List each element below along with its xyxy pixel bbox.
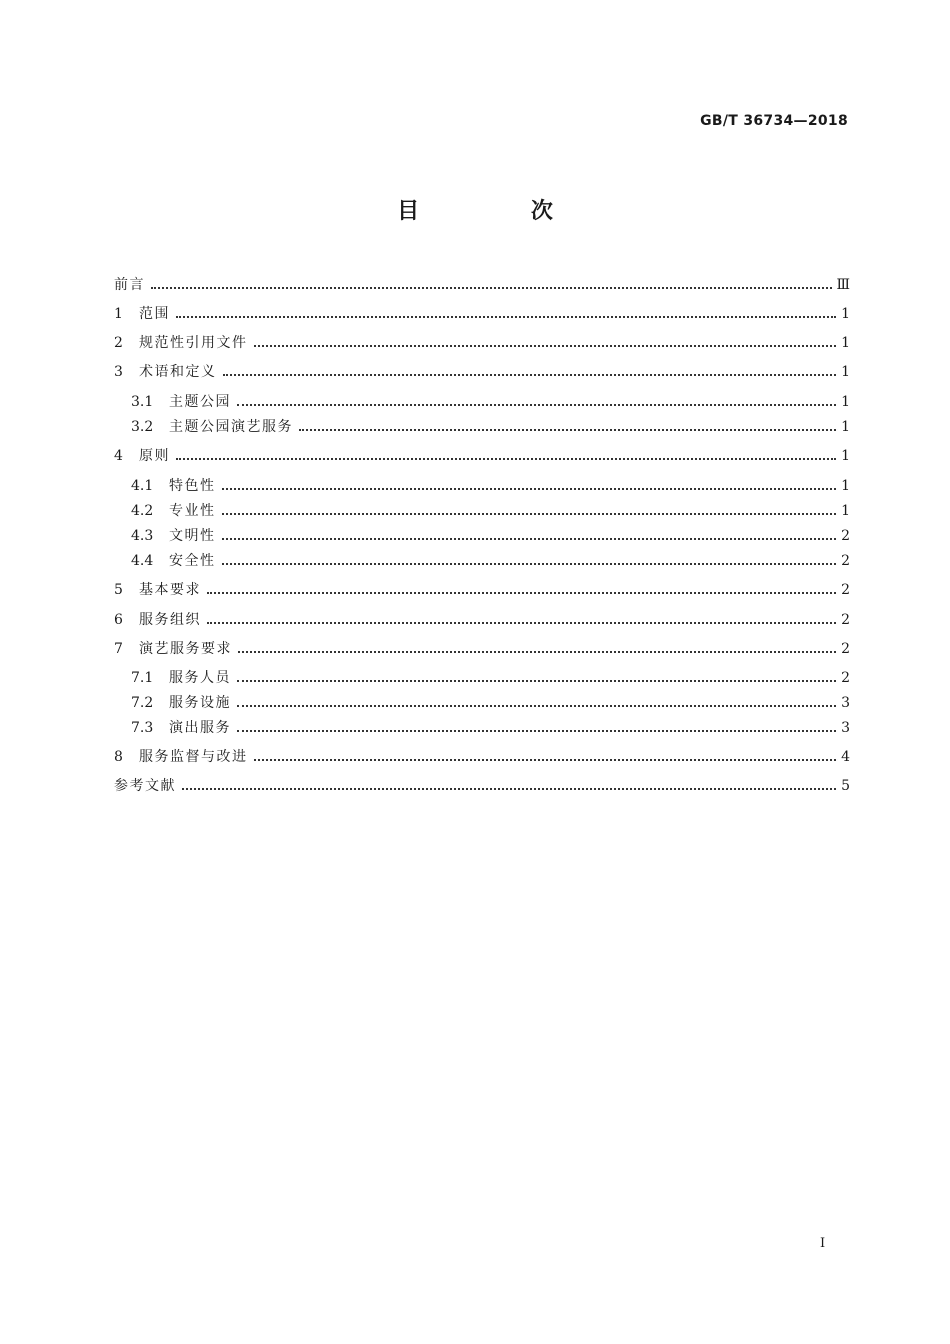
standard-code: GB/T 36734—2018 <box>700 113 848 129</box>
toc-dot-leader <box>176 303 840 325</box>
toc-entry-number: 4.1 <box>131 478 154 494</box>
toc-entry-page: 3 <box>841 720 850 736</box>
toc-entry[interactable] <box>131 550 850 572</box>
toc-dot-leader <box>254 332 841 354</box>
toc-entry-title: 主题公园演艺服务 <box>169 419 293 435</box>
toc-dot-leader <box>222 500 841 522</box>
toc-entry-title: 演出服务 <box>169 720 231 736</box>
toc-entry-page: 1 <box>841 335 850 351</box>
toc-dot-leader <box>207 609 840 631</box>
toc-entry-title: 专业性 <box>169 503 216 519</box>
toc-dot-leader <box>299 416 840 438</box>
toc-entry-number: 7.3 <box>131 720 154 736</box>
toc-entry-number: 4.3 <box>131 528 154 544</box>
toc-entry-page: 1 <box>841 364 850 380</box>
toc-entry-number: 3.1 <box>131 394 154 410</box>
toc-entry[interactable] <box>114 609 850 631</box>
page-number: I <box>820 1236 826 1251</box>
toc-entry-number: 4.2 <box>131 503 154 519</box>
toc-dot-leader <box>207 579 840 601</box>
toc-entry-title: 原则 <box>139 448 170 464</box>
toc-dot-leader <box>182 775 840 797</box>
toc-entry-page: 4 <box>841 749 850 765</box>
toc-entry-page: 1 <box>841 448 850 464</box>
toc-entry-number: 5 <box>114 582 123 598</box>
toc-entry-number: 4.4 <box>131 553 154 569</box>
toc-entry-page: 2 <box>841 670 850 686</box>
toc-entry-title: 参考文献 <box>114 778 176 794</box>
toc-entry[interactable] <box>131 717 850 739</box>
toc-dot-leader <box>254 746 841 768</box>
toc-entry-title: 服务设施 <box>169 695 231 711</box>
toc-entry[interactable] <box>114 332 850 354</box>
toc-entry[interactable] <box>131 667 850 689</box>
toc-entry[interactable] <box>114 274 850 296</box>
toc-dot-leader <box>237 667 840 689</box>
toc-entry[interactable] <box>131 500 850 522</box>
toc-dot-leader <box>237 391 840 413</box>
toc-dot-leader <box>237 717 840 739</box>
toc-entry-page: Ⅲ <box>836 277 850 293</box>
toc-entry[interactable] <box>131 391 850 413</box>
toc-entry-page: 2 <box>841 528 850 544</box>
toc-entry-page: 1 <box>841 394 850 410</box>
toc-entry-title: 服务人员 <box>169 670 231 686</box>
toc-entry-number: 8 <box>114 749 123 765</box>
toc-entry-title: 服务组织 <box>139 612 201 628</box>
toc-entry-page: 2 <box>841 612 850 628</box>
toc-entry-title: 术语和定义 <box>139 364 217 380</box>
toc-entry-title: 前言 <box>114 277 145 293</box>
toc-entry[interactable] <box>114 746 850 768</box>
toc-entry-page: 1 <box>841 478 850 494</box>
toc-entry-number: 7.2 <box>131 695 154 711</box>
toc-entry[interactable] <box>114 638 850 660</box>
toc-entry-page: 2 <box>841 582 850 598</box>
toc-dot-leader <box>222 550 841 572</box>
toc-entry[interactable] <box>131 692 850 714</box>
toc-entry-page: 2 <box>841 553 850 569</box>
toc-dot-leader <box>238 638 840 660</box>
toc-entry-number: 3.2 <box>131 419 154 435</box>
toc-entry-number: 2 <box>114 335 123 351</box>
toc-entry-title: 服务监督与改进 <box>139 749 248 765</box>
toc-dot-leader <box>151 274 836 296</box>
toc-entry-number: 6 <box>114 612 123 628</box>
toc-entry-title: 文明性 <box>169 528 216 544</box>
toc-entry-title: 演艺服务要求 <box>139 641 232 657</box>
toc-entry-page: 1 <box>841 419 850 435</box>
toc-entry-number: 1 <box>114 306 123 322</box>
toc-entry-page: 3 <box>841 695 850 711</box>
toc-dot-leader <box>176 445 840 467</box>
toc-dot-leader <box>222 525 841 547</box>
toc-entry[interactable] <box>114 361 850 383</box>
toc-entry-page: 2 <box>841 641 850 657</box>
toc-entry[interactable] <box>114 579 850 601</box>
toc-entry[interactable] <box>131 416 850 438</box>
toc-entry-page: 1 <box>841 306 850 322</box>
toc-entry-number: 3 <box>114 364 123 380</box>
toc-dot-leader <box>237 692 840 714</box>
toc-entry-page: 5 <box>841 778 850 794</box>
toc-entry-number: 7 <box>114 641 123 657</box>
toc-dot-leader <box>223 361 841 383</box>
toc-entry-title: 主题公园 <box>169 394 231 410</box>
toc-entry-title: 规范性引用文件 <box>139 335 248 351</box>
toc-entry-title: 安全性 <box>169 553 216 569</box>
toc-entry-title: 特色性 <box>169 478 216 494</box>
page-title: 目 次 <box>397 199 605 224</box>
toc-entry-number: 7.1 <box>131 670 154 686</box>
toc-entry-title: 范围 <box>139 306 170 322</box>
toc-entry-number: 4 <box>114 448 123 464</box>
toc-entry-title: 基本要求 <box>139 582 201 598</box>
toc-entry[interactable] <box>131 525 850 547</box>
toc-entry[interactable] <box>114 775 850 797</box>
toc-entry[interactable] <box>131 475 850 497</box>
toc-entry-page: 1 <box>841 503 850 519</box>
toc-entry[interactable] <box>114 303 850 325</box>
toc-entry[interactable] <box>114 445 850 467</box>
toc-dot-leader <box>222 475 841 497</box>
